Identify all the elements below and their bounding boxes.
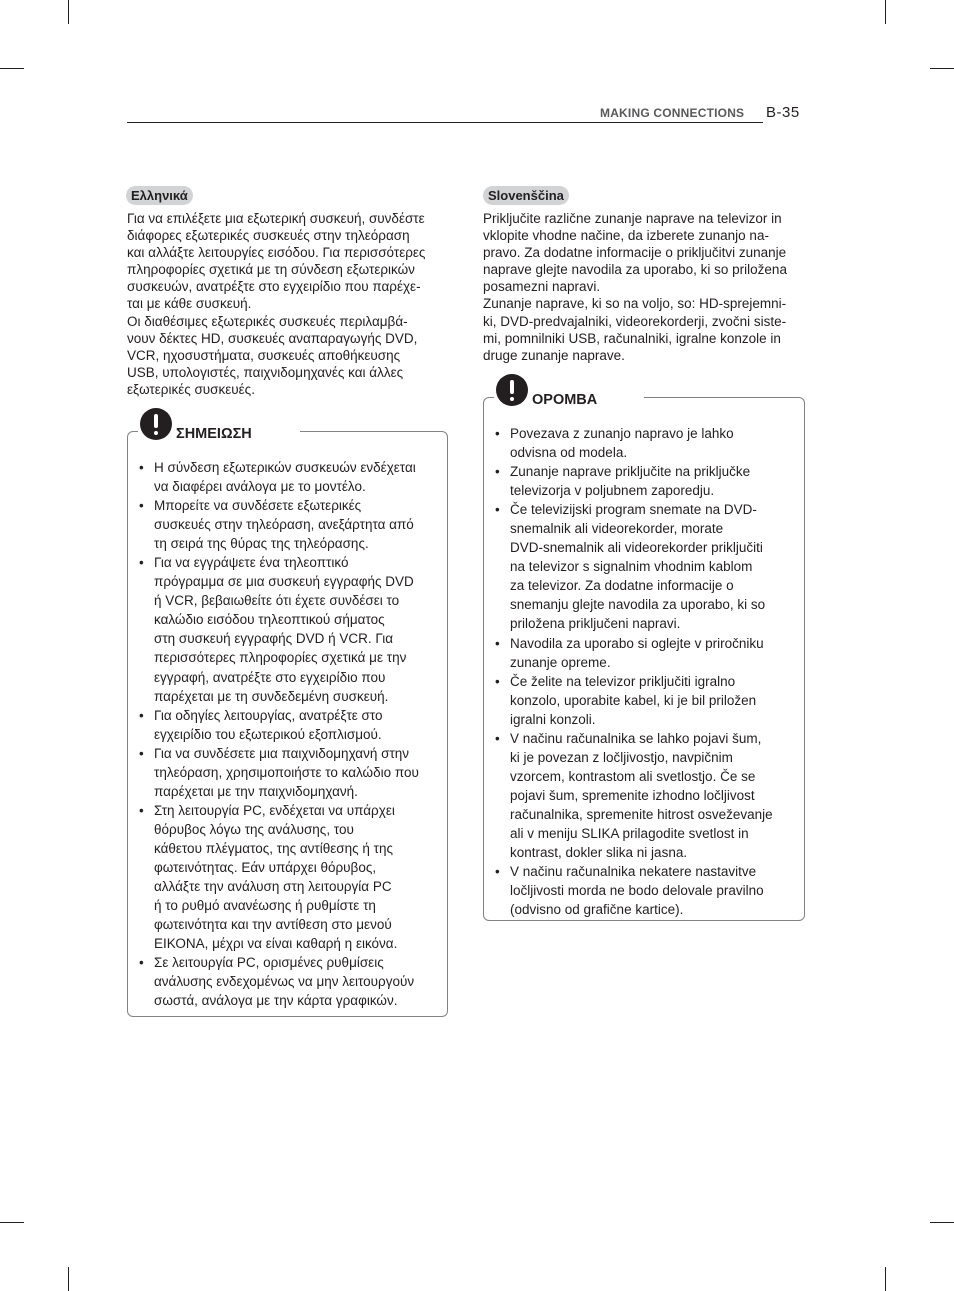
list-item: • Στη λειτουργία PC, ενδέχεται να υπάρχει θόρυβος λόγω της ανάλυσης, του κάθετου πλέγματος, της αντίθεσης ή της φωτεινότητας. Εάν υπάρχει θόρυβος, αλλάξτε την ανάλυση στη λειτουργία PC ή το ρυθμό ανανέωσης ή ρυθμίστε τη φωτεινότητα και την αντίθεση στο μενού ΕΙΚΟΝΑ, μέχρι να είναι καθαρή η εικόνα.: [128, 801, 419, 953]
list-item: • Για οδηγίες λειτουργίας, ανατρέξτε στο εγχειρίδιο του εξωτερικού εξοπλισμού.: [128, 706, 419, 744]
list-item: • Povezava z zunanjo napravo je lahko odvisna od modela.: [484, 424, 773, 462]
list-item: • Zunanje naprave priključite na priključke televizorja v poljubnem zaporedju.: [484, 462, 773, 500]
list-item: • Για να εγγράψετε ένα τηλεοπτικό πρόγραμμα σε μια συσκευή εγγραφής DVD ή VCR, βεβαιωθείτε ότι έχετε συνδέσει το καλώδιο εισόδου τηλεοπτικού σήματος στη συσκευή εγγραφής DVD ή VCR. Για περισσότερες πληροφορίες σχετικά με την εγγραφή, ανατρέξτε στο εγχειρίδιο που παρέχεται με τη συνδεδεμένη συσκευή.: [128, 553, 419, 705]
exclamation-icon: [140, 408, 172, 440]
language-label-greek: Ελληνικά: [126, 186, 193, 205]
crop-mark: [68, 0, 69, 24]
crop-mark: [0, 68, 24, 69]
note-box-greek: [127, 431, 448, 1017]
list-item: • Σε λειτουργία PC, ορισμένες ρυθμίσεις ανάλυσης ενδεχομένως να μην λειτουργούν σωστά, ανάλογα με την κάρτα γραφικών.: [128, 953, 419, 1010]
note-title-greek: ΣΗΜΕΙΩΣΗ: [176, 426, 252, 442]
intro-text-slovene: Priključite različne zunanje naprave na televizor in vklopite vhodne načine, da izberete zunanjo na- pravo. Za dodatne informacije o priključitvi zunanje naprave glejte navodila za uporabo, ki so priložena posamezni napravi. Zunanje naprave, ki so na voljo, so: HD-sprejemni- ki, DVD-predvajalniki, videorekorderji, zvočni siste- mi, pomnilniki USB, računalniki, igralne konzole in druge zunanje naprave.: [483, 211, 787, 363]
language-label-slovene: Slovenščina: [483, 186, 569, 205]
exclamation-icon: [496, 374, 528, 406]
crop-mark: [68, 1267, 69, 1291]
list-item: • V načinu računalnika nekatere nastavitve ločljivosti morda ne bodo delovale pravilno (odvisno od grafične kartice).: [484, 862, 773, 919]
note-list-slovene: [484, 424, 773, 919]
note-list-greek: [128, 458, 419, 1010]
crop-mark: [885, 1267, 886, 1291]
list-item: • V načinu računalnika se lahko pojavi šum, ki je povezan z ločljivostjo, navpičnim vzorcem, kontrastom ali svetlostjo. Če se pojavi šum, spremenite izhodno ločljivost računalnika, spremenite hitrost osveževanje ali v meniju SLIKA prilagodite svetlost in kontrast, dokler slika ni jasna.: [484, 729, 773, 862]
section-title: MAKING CONNECTIONS: [600, 106, 745, 120]
crop-mark: [930, 1222, 954, 1223]
crop-mark: [885, 0, 886, 24]
note-box-slovene: [483, 397, 805, 921]
list-item: • Για να συνδέσετε μια παιχνιδομηχανή στην τηλεόραση, χρησιμοποιήστε το καλώδιο που παρέχεται με την παιχνιδομηχανή.: [128, 744, 419, 801]
intro-text-greek: Για να επιλέξετε μια εξωτερική συσκευή, συνδέστε διάφορες εξωτερικές συσκευές στην τηλεόραση και αλλάξτε λειτουργίες εισόδου. Για περισσότερες πληροφορίες σχετικά με τη σύνδεση εξωτερικών συσκευών, ανατρέξτε στο εγχειρίδιο που παρέχε- ται με κάθε συσκευή. Οι διαθέσιμες εξωτερικές συσκευές περιλαμβά- νουν δέκτες HD, συσκευές αναπαραγωγής DVD, VCR, ηχοσυστήματα, συσκευές αποθήκευσης USB, υπολογιστές, παιχνιδομηχανές και άλλες εξωτερικές συσκευές.: [127, 211, 426, 397]
list-item: • Μπορείτε να συνδέσετε εξωτερικές συσκευές στην τηλεόραση, ανεξάρτητα από τη σειρά της θύρας της τηλεόρασης.: [128, 496, 419, 553]
list-item: • Η σύνδεση εξωτερικών συσκευών ενδέχεται να διαφέρει ανάλογα με το μοντέλο.: [128, 458, 419, 496]
crop-mark: [930, 68, 954, 69]
list-item: • Navodila za uporabo si oglejte v priročniku zunanje opreme.: [484, 634, 773, 672]
header-rule: [127, 122, 763, 123]
page-number: B-35: [766, 104, 800, 121]
list-item: • Če želite na televizor priključiti igralno konzolo, uporabite kabel, ki je bil priložen igralni konzoli.: [484, 672, 773, 729]
note-title-slovene: OPOMBA: [532, 392, 598, 408]
crop-mark: [0, 1222, 24, 1223]
list-item: • Če televizijski program snemate na DVD- snemalnik ali videorekorder, morate DVD-snemalnik ali videorekorder priključiti na televizor s signalnim vhodnim kablom za televizor. Za dodatne informacije o snemanju glejte navodila za uporabo, ki so priložena priključeni napravi.: [484, 500, 773, 633]
